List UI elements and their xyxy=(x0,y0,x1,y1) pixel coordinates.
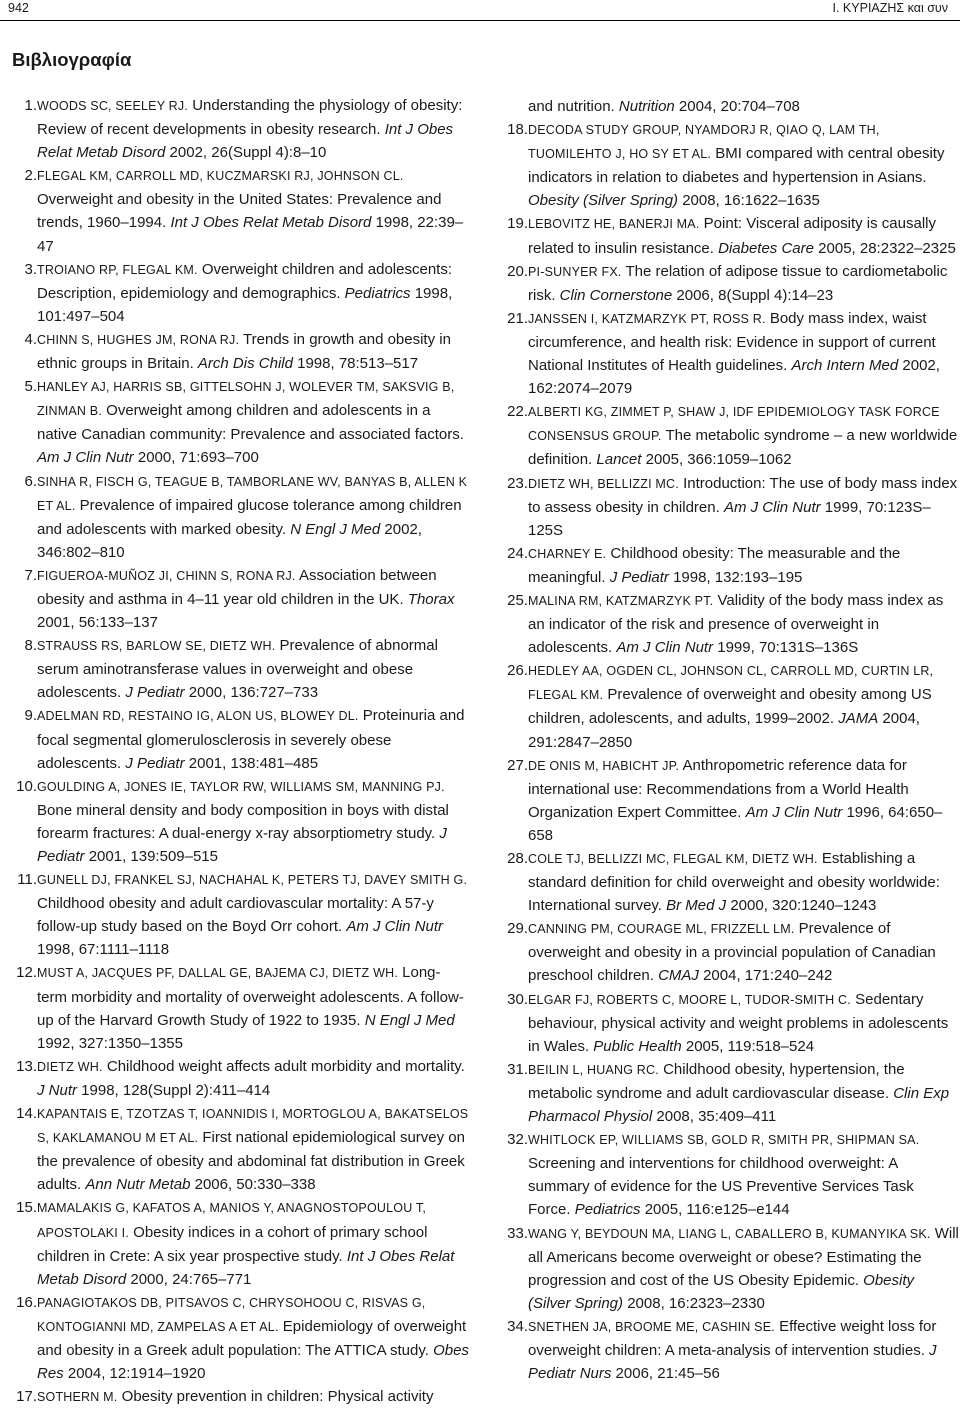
ref-title: Prevalence of overweight and obesity in a provincial population of Canadian preschool children. xyxy=(528,920,936,985)
ref-authors: CHINN S, HUGHES JM, RONA RJ. xyxy=(37,332,240,347)
ref-body xyxy=(528,988,959,1058)
ref-number: 31. xyxy=(507,1060,528,1078)
ref-number: 25. xyxy=(507,591,528,609)
ref-number: 34. xyxy=(507,1317,528,1335)
ref-body xyxy=(528,589,959,659)
reference-item xyxy=(503,754,959,847)
ref-number: 7. xyxy=(24,566,37,584)
ref-journal: J Pediatr xyxy=(125,684,185,702)
ref-title: Introduction: The use of body mass index to assess obesity in children. xyxy=(528,474,958,516)
reference-item xyxy=(503,400,959,471)
ref-citation: 1999, 70:123S–125S xyxy=(528,498,931,539)
ref-number: 12. xyxy=(16,964,37,982)
ref-title: Childhood weight affects adult morbidity and mortality. xyxy=(102,1057,465,1075)
ref-body xyxy=(37,328,470,375)
ref-citation: 1998, 67:1111–1118 xyxy=(37,941,170,959)
ref-number: 19. xyxy=(507,215,528,233)
ref-citation: 2005, 119:518–524 xyxy=(681,1037,815,1055)
reference-item xyxy=(503,212,959,259)
ref-citation: 1998, 101:497–504 xyxy=(37,284,453,325)
ref-journal: Int J Obes Relat Metab Disord xyxy=(170,214,372,232)
ref-body xyxy=(37,1291,470,1385)
ref-journal: Obesity (Silver Spring) xyxy=(528,192,679,210)
ref-authors: ALBERTI KG, ZIMMET P, SHAW J, IDF EPIDEMIOLOGY TASK FORCE CONSENSUS GROUP. xyxy=(528,405,940,444)
reference-item xyxy=(503,307,959,400)
ref-citation: 2004, 291:2847–2850 xyxy=(528,710,920,751)
ref-authors: MUST A, JACQUES PF, DALLAL GE, BAJEMA CJ, DIETZ WH. xyxy=(37,966,398,981)
page-number: 942 xyxy=(8,1,29,15)
reference-item xyxy=(12,375,470,469)
ref-body xyxy=(37,704,470,774)
ref-title: Childhood obesity: The measurable and the meaningful. xyxy=(528,544,901,586)
ref-authors: SOTHERN M. xyxy=(37,1390,118,1405)
reference-continuation xyxy=(503,95,959,118)
ref-authors: WHITLOCK EP, WILLIAMS SB, GOLD R, SMITH PR, SHIPMAN SA. xyxy=(528,1133,920,1148)
ref-authors: PI-SUNYER FX. xyxy=(528,264,622,279)
ref-title: Establishing a standard definition for child overweight and obesity worldwide: International survey. xyxy=(528,850,940,915)
ref-number: 14. xyxy=(16,1105,37,1123)
ref-title: Effective weight loss for overweight children: A meta-analysis of intervention studies. xyxy=(528,1317,937,1359)
ref-body xyxy=(37,634,470,704)
ref-number: 21. xyxy=(507,309,528,327)
ref-journal: Pediatrics xyxy=(574,1201,641,1219)
ref-journal: Ann Nutr Metab xyxy=(85,1176,191,1194)
ref-authors: FLEGAL KM, CARROLL MD, KUCZMARSKI RJ, JOHNSON CL. xyxy=(37,169,404,184)
reference-item xyxy=(503,659,959,753)
ref-journal: J Pediatr xyxy=(609,568,669,586)
reference-item xyxy=(503,917,959,987)
ref-title: Body mass index, waist circumference, and health risk: Evidence in support of current National Institutes of Health guidelines. xyxy=(528,309,936,375)
ref-journal: J Pediatr Nurs xyxy=(528,1341,937,1383)
ref-citation: 1998, 128(Suppl 2):411–414 xyxy=(77,1081,271,1099)
reference-item xyxy=(12,1196,470,1290)
reference-item xyxy=(503,1222,959,1315)
ref-journal: Am J Clin Nutr xyxy=(616,639,714,657)
ref-body xyxy=(37,470,470,564)
ref-body xyxy=(528,260,959,307)
ref-citation: 2006, 8(Suppl 4):14–23 xyxy=(672,286,834,304)
ref-journal: N Engl J Med xyxy=(290,520,381,538)
ref-journal: N Engl J Med xyxy=(364,1011,455,1029)
ref-body xyxy=(528,542,959,589)
reference-item xyxy=(12,94,470,164)
ref-number: 2. xyxy=(24,167,37,185)
ref-number: 11. xyxy=(17,871,37,889)
ref-number: 16. xyxy=(16,1293,37,1311)
ref-citation: 2000, 320:1240–1243 xyxy=(726,897,877,915)
ref-journal: Clin Cornerstone xyxy=(559,286,673,304)
reference-item xyxy=(503,472,959,542)
ref-journal: Thorax xyxy=(407,590,455,608)
ref-citation: 2004, 171:240–242 xyxy=(698,967,833,985)
ref-citation: 1999, 70:131S–136S xyxy=(713,639,859,657)
ref-journal: J Nutr xyxy=(37,1081,78,1099)
ref-number: 4. xyxy=(24,330,37,348)
ref-body xyxy=(528,212,959,259)
ref-journal: Pediatrics xyxy=(344,284,411,302)
ref-citation: 2008, 35:409–411 xyxy=(652,1108,777,1126)
ref-number: 8. xyxy=(24,637,37,655)
ref-journal: Int J Obes Relat Metab Disord xyxy=(37,1247,455,1288)
ref-title: Trends in growth and obesity in ethnic groups in Britain. xyxy=(37,330,451,373)
reference-item xyxy=(12,704,470,774)
ref-title: Point: Visceral adiposity is causally related to insulin resistance. xyxy=(528,215,936,257)
ref-body xyxy=(528,1222,959,1315)
ref-authors: DECODA STUDY GROUP, NYAMDORJ R, QIAO Q, LAM TH, TUOMILEHTO J, HO SY ET AL. xyxy=(528,123,880,162)
ref-number: 17. xyxy=(16,1388,37,1406)
ref-citation: 1992, 327:1350–1355 xyxy=(37,1034,183,1052)
ref-authors: SNETHEN JA, BROOME ME, CASHIN SE. xyxy=(528,1319,775,1334)
ref-title: Understanding the physiology of obesity: Review of recent developments in obesity research. xyxy=(37,97,463,139)
ref-authors: MAMALAKIS G, KAFATOS A, MANIOS Y, ANAGNOSTOPOULOU T, APOSTOLAKI I. xyxy=(37,1201,426,1240)
ref-body xyxy=(528,847,959,917)
ref-number: 30. xyxy=(507,990,528,1008)
ref-number: 13. xyxy=(16,1057,37,1075)
ref-body xyxy=(37,868,470,961)
reference-item xyxy=(12,564,470,634)
ref-journal: Clin Exp Pharmacol Physiol xyxy=(528,1084,950,1126)
ref-authors: FIGUEROA-MUÑOZ JI, CHINN S, RONA RJ. xyxy=(37,568,296,583)
ref-title: Bone mineral density and body composition in boys with distal forearm fractures: A dual-energy x-ray absorptiometry study. xyxy=(37,801,449,842)
ref-body xyxy=(528,1315,959,1385)
ref-number: 24. xyxy=(507,544,528,562)
ref-journal: Lancet xyxy=(596,451,642,469)
ref-journal: Obesity (Silver Spring) xyxy=(528,1271,915,1312)
ref-journal: Am J Clin Nutr xyxy=(723,498,821,516)
header-rule xyxy=(0,20,960,21)
ref-journal: Public Health xyxy=(593,1037,682,1055)
ref-citation: 1998, 22:39–47 xyxy=(37,214,464,255)
ref-authors: MALINA RM, KATZMARZYK PT. xyxy=(528,593,714,608)
reference-item xyxy=(503,1315,959,1385)
ref-number: 29. xyxy=(507,920,528,938)
ref-citation: 2000, 136:727–733 xyxy=(184,684,319,702)
ref-body xyxy=(37,1196,470,1290)
ref-title: Screening and interventions for childhood overweight: A summary of evidence for the US Preventive Services Task Force. xyxy=(528,1155,914,1219)
ref-citation: 1996, 64:650–658 xyxy=(528,803,943,844)
reference-item xyxy=(12,258,470,328)
reference-item xyxy=(12,868,470,961)
ref-citation: 2005, 28:2322–2325 xyxy=(814,239,956,257)
ref-journal: Arch Intern Med xyxy=(791,357,899,375)
ref-body xyxy=(37,1055,470,1102)
ref-citation: 2005, 116:e125–e144 xyxy=(640,1201,790,1219)
ref-citation: 2001, 138:481–485 xyxy=(184,754,319,772)
reference-item xyxy=(12,1291,470,1385)
ref-authors: DE ONIS M, HABICHT JP. xyxy=(528,758,680,773)
ref-journal: Am J Clin Nutr xyxy=(346,918,444,936)
ref-authors: CHARNEY E. xyxy=(528,546,607,561)
ref-authors: COLE TJ, BELLIZZI MC, FLEGAL KM, DIETZ WH. xyxy=(528,852,818,866)
reference-item xyxy=(503,847,959,917)
ref-authors: ELGAR FJ, ROBERTS C, MOORE L, TUDOR-SMITH C. xyxy=(528,992,851,1007)
ref-number: 6. xyxy=(24,472,37,490)
ref-body xyxy=(37,94,470,164)
ref-journal: JAMA xyxy=(838,710,879,728)
ref-number: 10. xyxy=(16,777,37,795)
ref-body xyxy=(528,118,959,212)
ref-citation: 2001, 56:133–137 xyxy=(37,614,158,632)
section-title: Βιβλιογραφία xyxy=(12,49,132,70)
ref-title: First national epidemiological survey on the prevalence of obesity and abdominal fat distribution in Greek adults. xyxy=(37,1129,465,1194)
ref-body xyxy=(37,564,470,634)
ref-title: Childhood obesity and adult cardiovascular mortality: A 57-y follow-up study based on the Boyd Orr cohort. xyxy=(37,895,434,936)
ref-journal: Int J Obes Relat Metab Disord xyxy=(37,121,454,162)
ref-title: Sedentary behaviour, physical activity and weight problems in adolescents in Wales. xyxy=(528,990,949,1055)
ref-citation: 2006, 50:330–338 xyxy=(190,1176,316,1194)
ref-authors: GOULDING A, JONES IE, TAYLOR RW, WILLIAMS SM, MANNING PJ. xyxy=(37,779,445,794)
ref-journal: J Pediatr xyxy=(125,754,185,772)
ref-number: 5. xyxy=(24,378,37,396)
ref-body xyxy=(528,659,959,753)
ref-authors: KAPANTAIS E, TZOTZAS T, IOANNIDIS I, MORTOGLOU A, BAKATSELOS S, KAKLAMANOU M ET AL. xyxy=(37,1107,469,1146)
ref-body xyxy=(528,754,959,847)
ref-citation: 2008, 16:1622–1635 xyxy=(678,192,820,210)
ref-number: 26. xyxy=(507,662,528,680)
ref-title: and nutrition. xyxy=(528,98,619,115)
ref-number: 33. xyxy=(507,1224,528,1242)
ref-journal: Arch Dis Child xyxy=(197,355,293,373)
ref-citation: 2008, 16:2323–2330 xyxy=(623,1294,765,1312)
ref-number: 15. xyxy=(16,1199,37,1217)
ref-authors: STRAUSS RS, BARLOW SE, DIETZ WH. xyxy=(37,639,276,654)
ref-number: 1. xyxy=(24,97,37,114)
ref-body xyxy=(528,1058,959,1128)
reference-item xyxy=(12,164,470,257)
ref-title: The metabolic syndrome – a new worldwide definition. xyxy=(528,427,958,469)
ref-authors: JANSSEN I, KATZMARZYK PT, ROSS R. xyxy=(528,311,766,326)
reference-item xyxy=(503,988,959,1058)
ref-citation: 2004, 20:704–708 xyxy=(674,98,800,115)
ref-title: Prevalence of abnormal serum aminotransferase values in overweight and obese adolescents. xyxy=(37,637,438,702)
ref-authors: HEDLEY AA, OGDEN CL, JOHNSON CL, CARROLL MD, CURTIN LR, FLEGAL KM. xyxy=(528,664,934,703)
reference-item xyxy=(503,118,959,212)
ref-title: Obesity prevention in children: Physical activity xyxy=(117,1388,434,1406)
reference-item xyxy=(503,589,959,659)
ref-citation: 2000, 71:693–700 xyxy=(133,449,259,467)
ref-title: Proteinuria and focal segmental glomerulosclerosis in severely obese adolescents. xyxy=(37,707,465,772)
ref-title: Epidemiology of overweight and obesity in a Greek adult population: The ATTICA study. xyxy=(37,1317,467,1359)
reference-item xyxy=(12,961,470,1054)
ref-title: Association between obesity and asthma in 4–11 year old children in the UK. xyxy=(37,566,437,608)
ref-authors: SINHA R, FISCH G, TEAGUE B, TAMBORLANE WV, BANYAS B, ALLEN K ET AL. xyxy=(37,474,468,513)
ref-citation: 1998, 132:193–195 xyxy=(668,568,803,586)
ref-title: Overweight children and adolescents: Description, epidemiology and demographics. xyxy=(37,260,452,302)
ref-authors: WANG Y, BEYDOUN MA, LIANG L, CABALLERO B, KUMANYIKA SK. xyxy=(528,1226,931,1241)
page-header xyxy=(0,0,960,22)
ref-body xyxy=(37,1385,470,1409)
ref-body xyxy=(37,1102,470,1196)
ref-title: Overweight among children and adolescents in a native Canadian community: Prevalence and associated factors. xyxy=(37,402,464,444)
ref-citation: 2006, 21:45–56 xyxy=(611,1365,720,1383)
reference-column-right xyxy=(503,95,959,1385)
ref-number: 9. xyxy=(24,707,37,725)
ref-number: 28. xyxy=(507,850,528,867)
reference-item xyxy=(503,1128,959,1221)
reference-item xyxy=(12,470,470,564)
ref-citation: 2005, 366:1059–1062 xyxy=(641,451,792,469)
ref-citation: 1998, 78:513–517 xyxy=(292,355,419,373)
ref-journal: J Pediatr xyxy=(37,824,447,865)
ref-number: 22. xyxy=(507,403,528,421)
ref-citation: 2002, 162:2074–2079 xyxy=(528,357,940,398)
ref-citation: 2001, 139:509–515 xyxy=(84,848,218,865)
ref-authors: DIETZ WH. xyxy=(37,1059,103,1074)
ref-number: 27. xyxy=(507,756,528,774)
ref-title: Long-term morbidity and mortality of overweight adolescents. A follow-up of the Harvard Growth Study of 1922 to 1935. xyxy=(37,964,464,1029)
ref-body xyxy=(37,164,470,257)
ref-journal: Am J Clin Nutr xyxy=(37,449,134,467)
reference-item xyxy=(12,328,470,375)
ref-body xyxy=(528,1128,959,1221)
ref-body xyxy=(37,775,470,868)
ref-body xyxy=(528,307,959,400)
ref-number: 32. xyxy=(507,1131,528,1149)
ref-authors: LEBOVITZ HE, BANERJI MA. xyxy=(528,217,700,232)
ref-journal: Obes Res xyxy=(37,1341,469,1383)
ref-citation: 2002, 26(Suppl 4):8–10 xyxy=(165,144,327,162)
ref-authors: DIETZ WH, BELLIZZI MC. xyxy=(528,476,679,491)
reference-item xyxy=(503,542,959,589)
ref-number: 3. xyxy=(24,260,37,278)
ref-journal: Diabetes Care xyxy=(718,239,814,257)
ref-body xyxy=(37,375,470,469)
reference-item xyxy=(12,634,470,704)
ref-body xyxy=(37,258,470,328)
ref-journal: Br Med J xyxy=(666,897,727,915)
ref-authors: PANAGIOTAKOS DB, PITSAVOS C, CHRYSOHOOU C, RISVAS G, KONTOGIANNI MD, ZAMPELAS A ET AL. xyxy=(37,1295,426,1334)
reference-item xyxy=(12,775,470,868)
reference-item xyxy=(503,1058,959,1128)
ref-title: BMI compared with central obesity indicators in relation to diabetes and hypertension in Asians. xyxy=(528,145,945,187)
ref-authors: HANLEY AJ, HARRIS SB, GITTELSOHN J, WOLEVER TM, SAKSVIG B, ZINMAN B. xyxy=(37,380,455,419)
ref-number: 18. xyxy=(507,121,528,139)
ref-journal: Am J Clin Nutr xyxy=(745,803,843,821)
ref-title: Obesity indices in a cohort of primary school children in Crete: A six year prospective study. xyxy=(37,1223,428,1265)
ref-title: Prevalence of impaired glucose tolerance among children and adolescents with marked obesity. xyxy=(37,496,462,538)
ref-authors: CANNING PM, COURAGE ML, FRIZZELL LM. xyxy=(528,922,795,937)
ref-number: 23. xyxy=(507,474,528,492)
ref-authors: ADELMAN RD, RESTAINO IG, ALON US, BLOWEY DL. xyxy=(37,709,359,724)
reference-item xyxy=(12,1055,470,1102)
ref-title: Overweight and obesity in the United States: Prevalence and trends, 1960–1994. xyxy=(37,191,442,232)
ref-body xyxy=(528,917,959,987)
reference-item xyxy=(12,1102,470,1196)
ref-journal: CMAJ xyxy=(658,967,699,985)
ref-citation: 2000, 24:765–771 xyxy=(126,1270,252,1288)
ref-authors: TROIANO RP, FLEGAL KM. xyxy=(37,262,198,277)
ref-journal: Nutrition xyxy=(618,98,675,115)
running-author: Ι. ΚΥΡΙΑΖΗΣ και συν xyxy=(832,1,948,15)
ref-number: 20. xyxy=(507,262,528,280)
ref-body xyxy=(528,472,959,542)
reference-item xyxy=(503,260,959,307)
ref-authors: WOODS SC, SEELEY RJ. xyxy=(37,99,189,113)
ref-title: Anthropometric reference data for international use: Recommendations from a World Health Organization Expert Committee. xyxy=(528,756,909,821)
reference-item xyxy=(12,1385,470,1409)
ref-citation: 2004, 12:1914–1920 xyxy=(63,1365,206,1383)
ref-citation: 2002, 346:802–810 xyxy=(37,520,422,561)
ref-title: Prevalence of overweight and obesity among US children, adolescents, and adults, 1999–2002. xyxy=(528,686,932,728)
ref-title: Validity of the body mass index as an indicator of the risk and presence of overweight in adolescents. xyxy=(528,591,944,657)
ref-title: Childhood obesity, hypertension, the metabolic syndrome and adult cardiovascular disease. xyxy=(528,1060,905,1102)
ref-authors: BEILIN L, HUANG RC. xyxy=(528,1062,659,1077)
reference-column-left xyxy=(12,94,470,1409)
ref-body xyxy=(37,961,470,1054)
ref-body xyxy=(528,400,959,471)
ref-authors: GUNELL DJ, FRANKEL SJ, NACHAHAL K, PETERS TJ, DAVEY SMITH G. xyxy=(37,873,468,888)
ref-title: The relation of adipose tissue to cardiometabolic risk. xyxy=(528,262,948,304)
ref-title: Will all Americans become overweight or obese? Estimating the progression and cost of the US Obesity Epidemic. xyxy=(528,1224,959,1289)
